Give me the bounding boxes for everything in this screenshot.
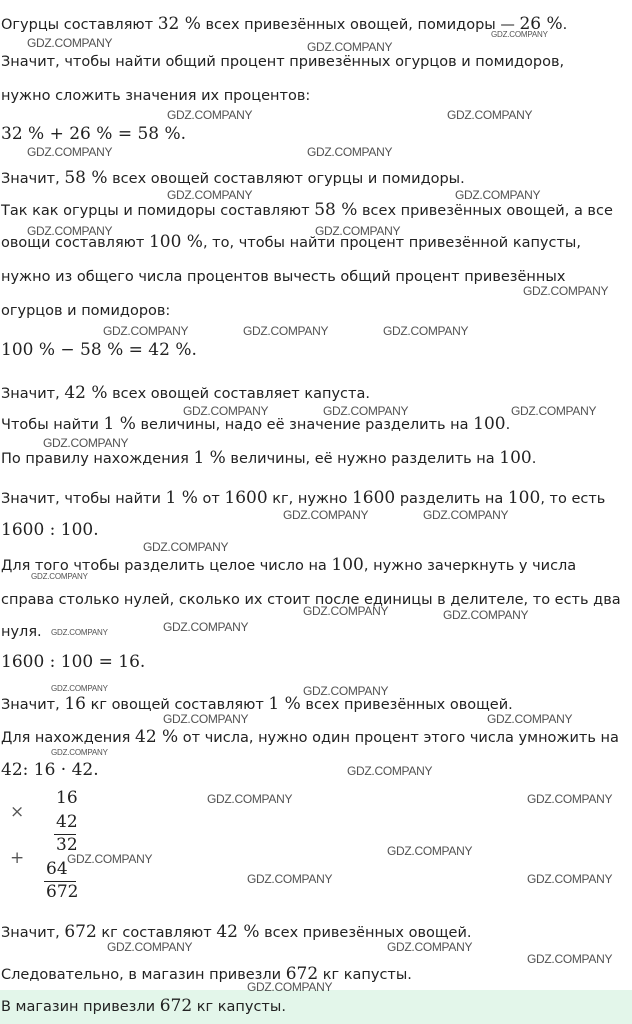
text-fragment: , то, чтобы найти процент привезённой капусты, (202, 235, 581, 251)
text-fragment: всех привезённых овощей, помидоры — (200, 17, 520, 33)
text-fragment: . (505, 417, 511, 433)
text-fragment: овощи составляют (1, 235, 149, 251)
watermark: GDZ.COMPANY (243, 324, 329, 338)
text-fragment: Значит, (1, 697, 65, 713)
math-expression: 26 % (519, 14, 563, 34)
watermark: GDZ.COMPANY (51, 628, 108, 637)
watermark: GDZ.COMPANY (163, 712, 249, 726)
text-line (1, 124, 186, 145)
math-expression: 1600 : 100. (1, 520, 99, 540)
text-line (1, 727, 619, 748)
text-line (1, 383, 370, 404)
partial-product-2: 64 (46, 859, 68, 879)
math-expression: 1 % (268, 694, 301, 714)
watermark: GDZ.COMPANY (247, 980, 333, 994)
text-fragment: всех привезённых овощей, а все (357, 203, 613, 219)
text-fragment: кг овощей составляют (85, 697, 269, 713)
math-expression: 1600 : 100 = 16. (1, 652, 146, 672)
text-line (1, 760, 99, 781)
text-fragment: величины, её нужно разделить на (225, 451, 500, 467)
text-fragment: нужно из общего числа процентов вычесть общий процент привезённых (1, 269, 566, 285)
watermark: GDZ.COMPANY (27, 145, 113, 159)
text-fragment: , нужно зачеркнуть у числа (363, 558, 577, 574)
watermark: GDZ.COMPANY (31, 572, 88, 581)
text-line (1, 652, 145, 673)
answer-text (1, 996, 286, 1017)
watermark: GDZ.COMPANY (307, 145, 393, 159)
text-fragment: Так как огурцы и помидоры составляют (1, 203, 315, 219)
math-expression: 1 % (193, 448, 226, 468)
watermark: GDZ.COMPANY (107, 940, 193, 954)
watermark: GDZ.COMPANY (67, 852, 153, 866)
watermark: GDZ.COMPANY (423, 508, 509, 522)
watermark: GDZ.COMPANY (51, 748, 108, 757)
text-fragment: разделить на (395, 491, 508, 507)
watermark: GDZ.COMPANY (283, 508, 369, 522)
watermark: GDZ.COMPANY (303, 684, 389, 698)
text-fragment: всех привезённых овощей. (259, 925, 472, 941)
watermark: GDZ.COMPANY (527, 792, 613, 806)
text-fragment: от числа, нужно один процент этого числа умножить на (178, 730, 619, 746)
text-line (1, 301, 170, 321)
watermark: GDZ.COMPANY (323, 404, 409, 418)
text-fragment: В магазин привезли (1, 999, 160, 1015)
text-line (1, 168, 465, 189)
text-fragment: кг, нужно (267, 491, 352, 507)
watermark: GDZ.COMPANY (163, 620, 249, 634)
text-fragment: кг капусты. (192, 999, 286, 1015)
math-expression: 42 % (216, 922, 260, 942)
text-fragment: , то есть (540, 491, 606, 507)
answer-box (0, 990, 632, 1024)
text-fragment: Значит, чтобы найти общий процент привезённых огурцов и помидоров, (1, 54, 565, 70)
text-line (1, 448, 536, 469)
text-line (1, 14, 567, 35)
text-line (1, 200, 613, 221)
watermark: GDZ.COMPANY (247, 872, 333, 886)
watermark: GDZ.COMPANY (523, 284, 609, 298)
text-line (1, 622, 42, 642)
watermark: GDZ.COMPANY (527, 872, 613, 886)
partial-product-1: 32 (56, 835, 78, 855)
math-expression: 42: 16 · 42. (1, 760, 99, 780)
text-fragment: всех овощей составляет капуста. (107, 386, 370, 402)
math-expression: 32 % (157, 14, 201, 34)
text-fragment: всех овощей составляют огурцы и помидоры. (107, 171, 465, 187)
text-fragment: нужно сложить значения их процентов: (1, 88, 311, 104)
text-fragment: Значит, чтобы найти (1, 491, 166, 507)
watermark: GDZ.COMPANY (491, 30, 548, 39)
math-expression: 1 % (165, 488, 198, 508)
plus-sign: + (10, 848, 25, 868)
watermark: GDZ.COMPANY (207, 792, 293, 806)
text-fragment: Следовательно, в магазин привезли (1, 967, 286, 983)
math-expression: 42 % (64, 383, 108, 403)
math-expression: 1600 (224, 488, 268, 508)
watermark: GDZ.COMPANY (27, 224, 113, 238)
multiply-sign: × (10, 802, 25, 822)
watermark: GDZ.COMPANY (103, 324, 189, 338)
text-fragment: кг составляют (96, 925, 217, 941)
watermark: GDZ.COMPANY (387, 940, 473, 954)
text-fragment: всех привезённых овощей. (300, 697, 513, 713)
text-line (1, 86, 310, 106)
watermark: GDZ.COMPANY (347, 764, 433, 778)
math-expression: 42 % (135, 727, 179, 747)
watermark: GDZ.COMPANY (447, 108, 533, 122)
factor-1: 16 (56, 788, 78, 808)
watermark: GDZ.COMPANY (307, 40, 393, 54)
math-expression: 100 (331, 555, 364, 575)
watermark: GDZ.COMPANY (487, 712, 573, 726)
watermark: GDZ.COMPANY (303, 604, 389, 618)
math-expression: 1 % (103, 414, 136, 434)
watermark: GDZ.COMPANY (167, 108, 253, 122)
text-fragment: Значит, (1, 386, 65, 402)
text-line (1, 694, 513, 715)
text-fragment: справа столько нулей, сколько их стоит после единицы в делителе, то есть два (1, 592, 621, 608)
text-fragment: Для того чтобы разделить целое число на (1, 558, 332, 574)
text-fragment: нуля. (1, 624, 42, 640)
text-fragment: Для нахождения (1, 730, 135, 746)
text-line (1, 340, 197, 361)
math-expression: 100 (499, 448, 532, 468)
math-expression: 672 (64, 922, 97, 942)
text-fragment: кг капусты. (318, 967, 412, 983)
text-fragment: . (531, 451, 537, 467)
text-fragment: . (562, 17, 568, 33)
text-line (1, 267, 565, 287)
watermark: GDZ.COMPANY (315, 224, 401, 238)
math-expression: 32 % + 26 % = 58 %. (1, 124, 187, 144)
math-expression: 1600 (351, 488, 396, 508)
watermark: GDZ.COMPANY (27, 36, 113, 50)
text-fragment: от (197, 491, 225, 507)
text-line (1, 964, 412, 985)
math-expression: 672 (159, 996, 193, 1016)
math-expression: 100 (507, 488, 541, 508)
calc-result: 672 (46, 882, 79, 902)
factor-2: 42 (56, 812, 78, 832)
text-fragment: Чтобы найти (1, 417, 104, 433)
column-multiplication (0, 784, 120, 904)
math-expression: 100 % (148, 232, 203, 252)
watermark: GDZ.COMPANY (43, 436, 129, 450)
watermark: GDZ.COMPANY (383, 324, 469, 338)
watermark: GDZ.COMPANY (143, 540, 229, 554)
math-expression: 58 % (64, 168, 108, 188)
watermark: GDZ.COMPANY (455, 188, 541, 202)
text-fragment: Огурцы составляют (1, 17, 158, 33)
watermark: GDZ.COMPANY (167, 188, 253, 202)
watermark: GDZ.COMPANY (527, 952, 613, 966)
watermark: GDZ.COMPANY (387, 844, 473, 858)
text-fragment: огурцов и помидоров: (1, 303, 171, 319)
text-line (1, 52, 564, 72)
math-expression: 16 (64, 694, 86, 714)
math-expression: 100 % − 58 % = 42 %. (1, 340, 197, 360)
watermark: GDZ.COMPANY (443, 608, 529, 622)
math-expression: 58 % (314, 200, 358, 220)
watermark: GDZ.COMPANY (183, 404, 269, 418)
text-fragment: По правилу нахождения (1, 451, 194, 467)
text-line (1, 520, 99, 541)
text-line (1, 488, 605, 509)
math-expression: 100 (473, 414, 506, 434)
text-fragment: Значит, (1, 925, 65, 941)
math-expression: 672 (285, 964, 319, 984)
text-fragment: величины, надо её значение разделить на (135, 417, 474, 433)
text-fragment: Значит, (1, 171, 65, 187)
watermark: GDZ.COMPANY (511, 404, 597, 418)
watermark: GDZ.COMPANY (51, 684, 108, 693)
